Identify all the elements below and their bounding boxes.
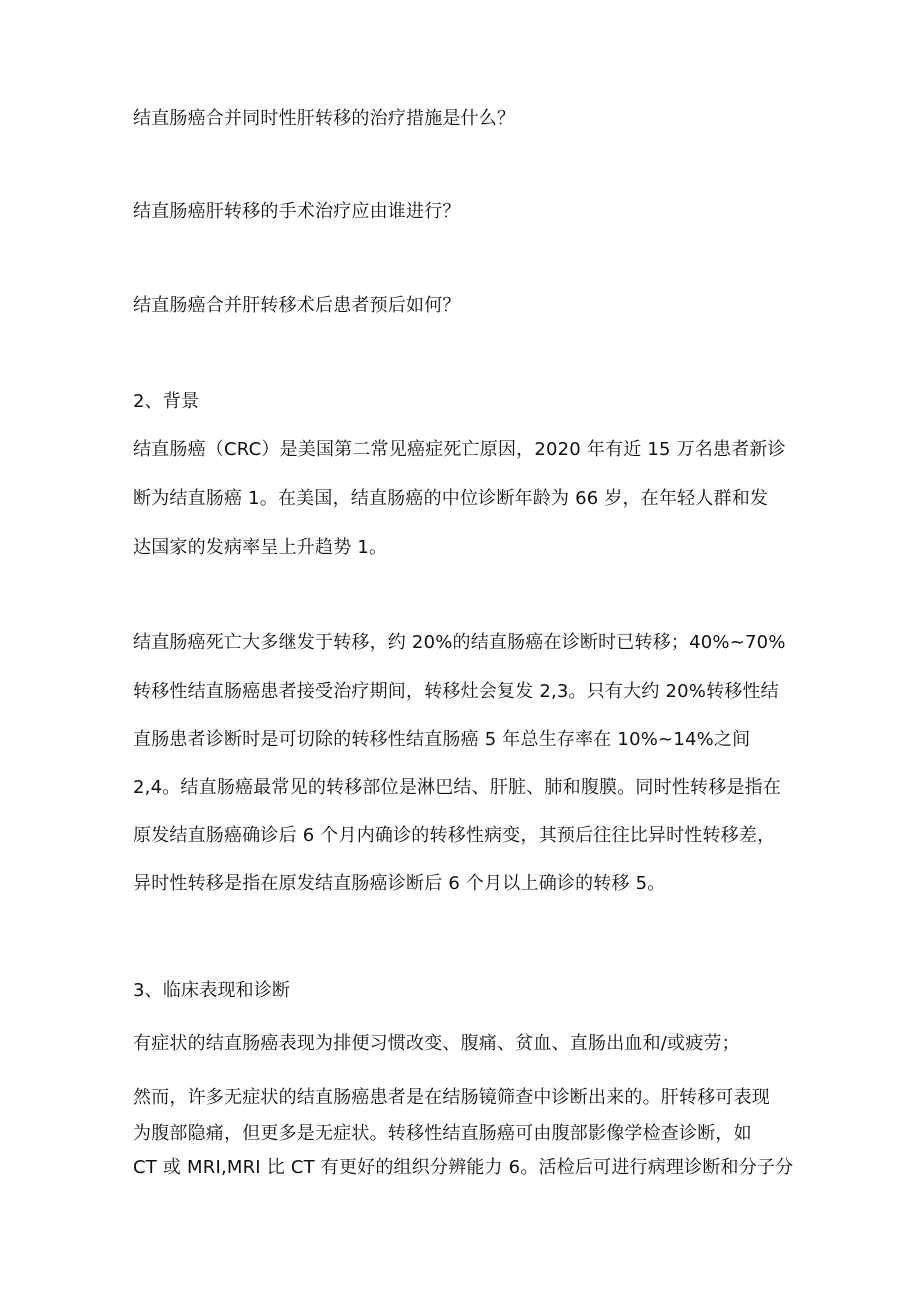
section-2-p2-line-4: 2,4。结直肠癌最常见的转移部位是淋巴结、肝脏、肺和腹膜。同时性转移是指在: [133, 777, 782, 798]
section-3-p2-line-1: 然而，许多无症状的结直肠癌患者是在结肠镜筛查中诊断出来的。肝转移可表现: [133, 1087, 770, 1108]
section-2-p2-line-6: 异时性转移是指在原发结直肠癌诊断后 6 个月以上确诊的转移 5。: [133, 873, 666, 894]
section-3-p2-line-2: 为腹部隐痛，但更多是无症状。转移性结直肠癌可由腹部影像学检查诊断，如: [133, 1123, 752, 1144]
section-2-p2-line-2: 转移性结直肠癌患者接受治疗期间，转移灶会复发 2,3。只有大约 20%转移性结: [133, 681, 779, 702]
question-3: 结直肠癌合并肝转移术后患者预后如何？: [133, 295, 461, 316]
section-2-heading: 2、背景: [133, 391, 200, 412]
section-2-p1-line-1: 结直肠癌（CRC）是美国第二常见癌症死亡原因，2020 年有近 15 万名患者新诊: [133, 439, 786, 460]
section-2-p2-line-1: 结直肠癌死亡大多继发于转移，约 20%的结直肠癌在诊断时已转移；40%~70%: [133, 632, 786, 653]
section-2-p1-line-3: 达国家的发病率呈上升趋势 1。: [133, 537, 388, 558]
section-2-p2-line-5: 原发结直肠癌确诊后 6 个月内确诊的转移性病变，其预后往往比异时性转移差，: [133, 825, 776, 846]
section-3-p2-line-3: CT 或 MRI,MRI 比 CT 有更好的组织分辨能力 6。活检后可进行病理诊断和分子分: [133, 1157, 794, 1178]
question-1: 结直肠癌合并同时性肝转移的治疗措施是什么？: [133, 108, 516, 129]
question-2: 结直肠癌肝转移的手术治疗应由谁进行？: [133, 201, 461, 222]
section-2-p1-line-2: 断为结直肠癌 1。在美国，结直肠癌的中位诊断年龄为 66 岁，在年轻人群和发: [133, 488, 769, 509]
section-3-heading: 3、临床表现和诊断: [133, 980, 291, 1001]
section-3-p1-line-1: 有症状的结直肠癌表现为排便习惯改变、腹痛、贫血、直肠出血和/或疲劳；: [133, 1033, 740, 1054]
section-2-p2-line-3: 直肠患者诊断时是可切除的转移性结直肠癌 5 年总生存率在 10%~14%之间: [133, 729, 751, 750]
